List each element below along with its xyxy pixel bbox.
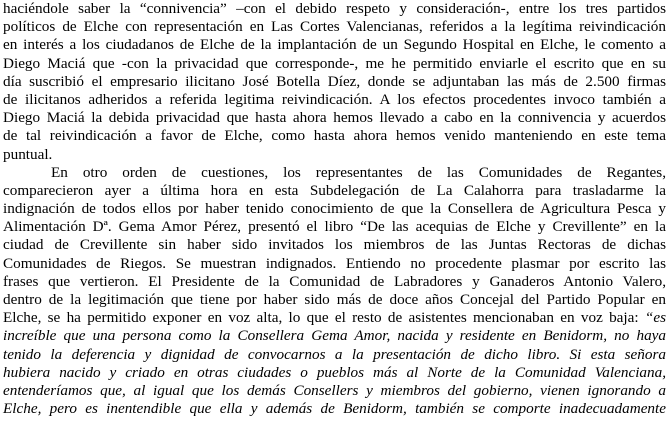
text-segment: Elche, se ha permitido exponer en voz alta, lo que el resto de asistentes mencionaban en voz baja: [3,309,645,327]
italic-text-line: increíble que una persona como la Consellera Gema Amor, nacida y residente en Benidorm, no haya [3,327,666,345]
text-line: puntual. [3,145,53,163]
italic-quote-segment: “es [644,309,666,327]
text-line: dentro de la legitimación que tiene por haber sido más de doce años Concejal del Partido Popular en [3,291,666,308]
italic-text-line: Elche, pero es inentendible que ella y además de Benidorm, también se comporte inadecuadamente [3,400,666,418]
text-line-indented [3,164,666,182]
text-line: políticos de Elche con representación en Las Cortes Valencianas, referidos a la legítima reivindicación [3,18,666,36]
text-line: Diego Maciá la debida privacidad que hasta ahora hemos llevado a cabo en la connivencia y acuerdos [3,109,666,127]
italic-text-line: entenderíamos que, al igual que los demás Consellers y miembros del gobierno, vienen ignorando a [3,381,666,399]
text-line: indignación de todos ellos por haber tenido conocimiento de que la Consellera de Agricultura Pesca y [3,200,666,218]
text-line: en interés a los ciudadanos de Elche de la implantación de un Segundo Hospital en Elche, le comento a [3,36,666,54]
text-line: haciéndole saber la “connivencia” –con el debido respeto y consideración-, entre los tres partidos [3,0,666,17]
text-line: frases que vertieron. El Presidente de la Comunidad de Labradores y Ganaderos Antonio Valero, [3,272,666,290]
text-line: comparecieron ayer a última hora en esta Subdelegación de La Calahorra para trasladarme la [3,181,666,199]
text-line: Alimentación Dª. Gema Amor Pérez, presentó el libro “De las acequias de Elche y Crevillente” en la [3,218,666,236]
text-line: de tal reivindicación a favor de Elche, como hasta ahora hemos venido manteniendo en este tema [3,127,666,145]
text-line-mixed [3,309,666,327]
text-line: Comunidades de Riegos. Se muestran indignados. Entiendo no procedente plasmar por escrito las [3,254,666,272]
text-line: Diego Maciá que -con la privacidad que corresponde-, me he permitido enviarle el escrito que en su [3,54,666,72]
text-line: día suscribió el empresario ilicitano José Botella Díez, donde se adjuntaban las más de 2.500 firmas [3,72,666,90]
text-line: de ilicitanos adheridos a referida legitima reivindicación. A los efectos procedentes invoco también a [3,90,666,108]
italic-text-line: tenido la deferencia y dignidad de convocarnos a la presentación de dicho libro. Si esta señora [3,345,666,363]
text-segment: En otro orden de cuestiones, los representantes de las Comunidades de Regantes, [51,163,666,181]
italic-text-line: hubiera nacido y criado en otras ciudades o pueblos más al Norte de la Comunidad Valenciana, [3,363,666,381]
text-line: ciudad de Crevillente sin haber sido invitados los miembros de las Juntas Rectoras de dichas [3,236,666,254]
